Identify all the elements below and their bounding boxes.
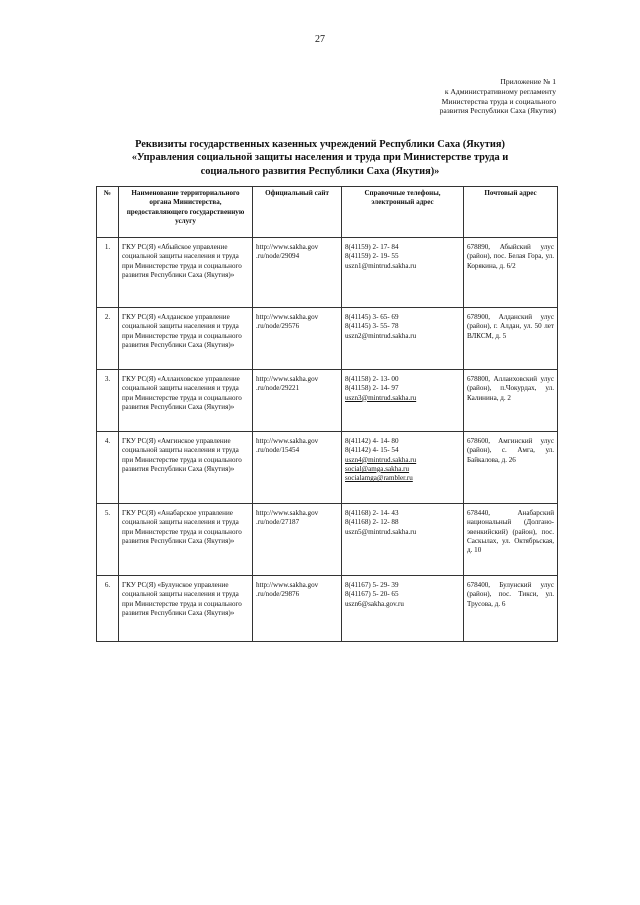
phone-number: 8(41145) 3- 65- 69: [345, 313, 399, 321]
header-site: Официальный сайт: [253, 187, 342, 238]
table-row: [97, 238, 558, 308]
email-link[interactable]: socialamga@rambler.ru: [345, 474, 413, 483]
website-link[interactable]: http://www.sakha.gov: [256, 243, 319, 251]
table-row: [97, 504, 558, 576]
email-link[interactable]: uszn2@mintrud.sakha.ru: [345, 331, 417, 340]
row-contacts: [342, 308, 464, 370]
website-link[interactable]: http://www.sakha.gov: [256, 509, 319, 517]
phone-number: 8(41142) 4- 15- 54: [345, 446, 399, 455]
website-link[interactable]: http://www.sakha.gov: [256, 313, 319, 321]
appendix-line: Министерства труда и социального: [441, 96, 556, 106]
header-num: №: [97, 187, 119, 238]
table-row: [97, 308, 558, 370]
row-number: 2.: [97, 308, 119, 370]
row-postal-address: 678600, Амгинский улус (район), с. Амга, ул. Байкалова, д. 26: [464, 432, 558, 504]
row-contacts: [342, 504, 464, 576]
website-link[interactable]: http://www.sakha.gov: [256, 437, 319, 445]
website-link-cont[interactable]: .ru/node/27187: [256, 518, 300, 527]
header-address: Почтовый адрес: [464, 187, 558, 238]
table-row: [97, 370, 558, 432]
email-link[interactable]: uszn3@mintrud.sakha.ru: [345, 393, 417, 402]
row-number: 5.: [97, 504, 119, 576]
phone-number: 8(41168) 2- 14- 43: [345, 509, 399, 517]
email-link[interactable]: uszn5@mintrud.sakha.ru: [345, 527, 417, 536]
row-contacts: [342, 576, 464, 642]
phone-number: 8(41159) 2- 19- 55: [345, 252, 399, 261]
website-link-cont[interactable]: .ru/node/29576: [256, 322, 300, 331]
website-link[interactable]: http://www.sakha.gov: [256, 581, 319, 589]
email-link[interactable]: uszn1@mintrud.sakha.ru: [345, 261, 417, 270]
row-contacts: [342, 238, 464, 308]
row-institution-name: ГКУ РС(Я) «Анабарское управление социальной защиты населения и труда при Министерстве труда и социального развития Республики Саха (Якутия)»: [119, 504, 253, 576]
title-line: социального развития Республики Саха (Якутия)»: [200, 165, 440, 177]
appendix-note: [376, 77, 556, 116]
header-phones: Справочные телефоны, электронный адрес: [342, 187, 464, 238]
table-row: [97, 576, 558, 642]
row-institution-name: ГКУ РС(Я) «Абыйское управление социальной защиты населения и труда при Министерстве труда и социального развития Республики Саха (Якутия)»: [119, 238, 253, 308]
phone-number: 8(41167) 5- 29- 39: [345, 581, 399, 589]
row-institution-name: ГКУ РС(Я) «Аллаиховское управление социальной защиты населения и труда при Министерстве труда и социального развития Республики Саха (Якутия)»: [119, 370, 253, 432]
row-number: 6.: [97, 576, 119, 642]
row-website: [253, 576, 342, 642]
table-header-row: [97, 187, 558, 238]
row-website: [253, 238, 342, 308]
website-link-cont[interactable]: .ru/node/15454: [256, 446, 300, 455]
row-website: [253, 504, 342, 576]
website-link-cont[interactable]: .ru/node/29221: [256, 384, 300, 393]
document-title: [100, 138, 540, 178]
phone-number: 8(41145) 3- 55- 78: [345, 322, 399, 331]
email-link[interactable]: uszn6@sakha.gov.ru: [345, 599, 404, 608]
website-link[interactable]: http://www.sakha.gov: [256, 375, 319, 383]
header-name: Наименование территориального органа Министерства, предоставляющего государственную услугу: [119, 187, 253, 238]
row-contacts: [342, 432, 464, 504]
row-institution-name: ГКУ РС(Я) «Амгинское управление социальной защиты населения и труда при Министерстве труда и социального развития Республики Саха (Якутия)»: [119, 432, 253, 504]
row-postal-address: 678440, Анабарский национальный (Долгано- эвенкийский) (район), пос. Саскылах, ул. Октябрьская, д. 10: [464, 504, 558, 576]
appendix-line: развития Республики Саха (Якутия): [439, 106, 556, 116]
email-link[interactable]: uszn4@mintrud.sakha.ru: [345, 455, 417, 464]
phone-number: 8(41168) 2- 12- 88: [345, 518, 399, 527]
row-contacts: [342, 370, 464, 432]
row-postal-address: 678890, Абыйский улус (район), пос. Белая Гора, ул. Корякина, д. 6/2: [464, 238, 558, 308]
phone-number: 8(41142) 4- 14- 80: [345, 437, 399, 445]
phone-number: 8(41158) 2- 13- 00: [345, 375, 399, 383]
appendix-line: к Административному регламенту: [444, 86, 556, 96]
website-link-cont[interactable]: .ru/node/29094: [256, 252, 300, 261]
row-institution-name: ГКУ РС(Я) «Алданское управление социальной защиты населения и труда при Министерстве труда и социального развития Республики Саха (Якутия)»: [119, 308, 253, 370]
row-institution-name: ГКУ РС(Я) «Булунское управление социальной защиты населения и труда при Министерстве труда и социального развития Республики Саха (Якутия)»: [119, 576, 253, 642]
row-number: 3.: [97, 370, 119, 432]
row-website: [253, 370, 342, 432]
title-line: «Управления социальной защиты населения и труда при Министерстве труда и: [131, 152, 509, 164]
row-postal-address: 678400, Булунский улус (район), пос. Тикси, ул. Трусова, д. 6: [464, 576, 558, 642]
row-number: 4.: [97, 432, 119, 504]
appendix-line: Приложение № 1: [500, 77, 556, 86]
row-postal-address: 678900, Алданский улус (район), г. Алдан, ул. 50 лет ВЛКСМ, д. 5: [464, 308, 558, 370]
phone-number: 8(41167) 5- 20- 65: [345, 590, 399, 599]
email-link[interactable]: social@amga.sakha.ru: [345, 464, 410, 473]
row-website: [253, 432, 342, 504]
website-link-cont[interactable]: .ru/node/29876: [256, 590, 300, 599]
row-postal-address: 678800, Аллаиховский улус (район), п.Чокурдах, ул. Калинина, д. 2: [464, 370, 558, 432]
table-row: [97, 432, 558, 504]
phone-number: 8(41158) 2- 14- 97: [345, 384, 399, 393]
page-number: 27: [315, 34, 325, 45]
phone-number: 8(41159) 2- 17- 84: [345, 243, 399, 251]
row-website: [253, 308, 342, 370]
requisites-table: [96, 186, 558, 642]
row-number: 1.: [97, 238, 119, 308]
title-line: Реквизиты государственных казенных учреждений Республики Саха (Якутия): [135, 139, 505, 150]
